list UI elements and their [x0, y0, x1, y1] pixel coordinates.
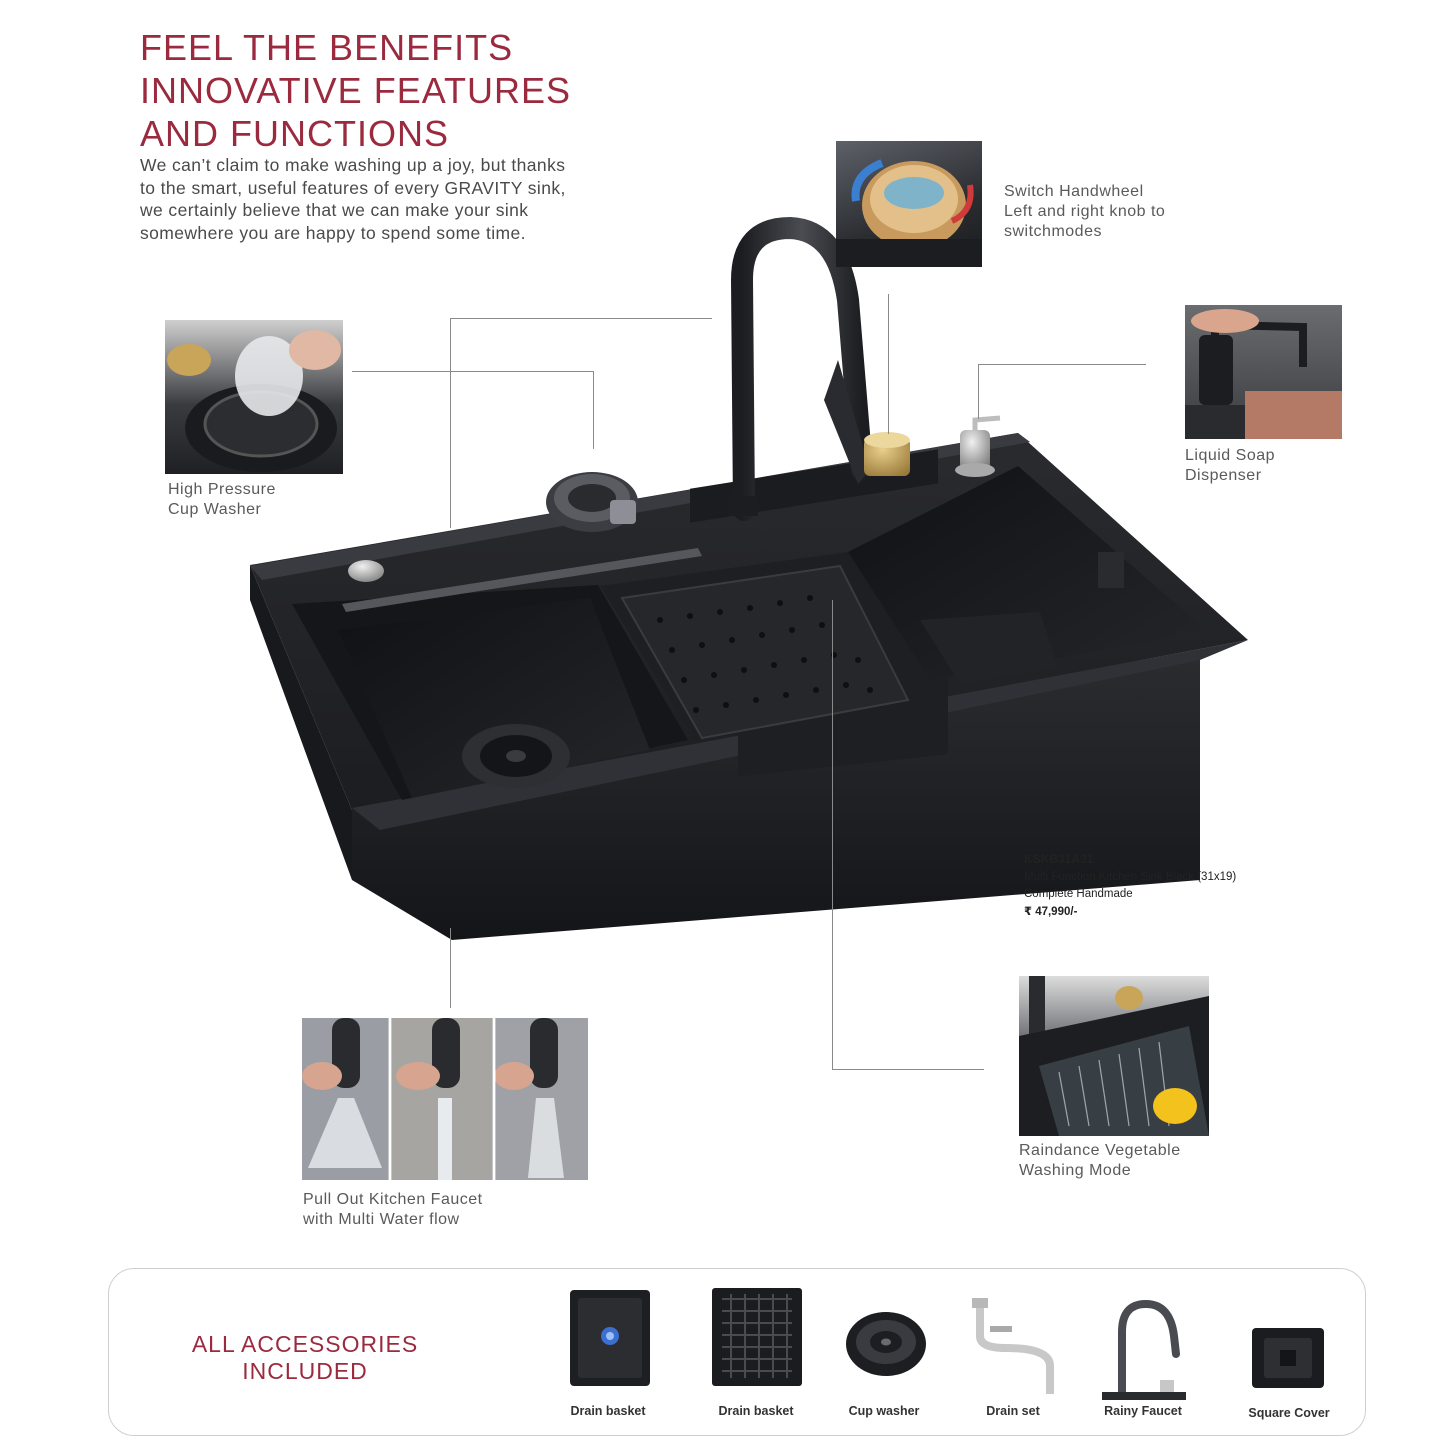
accessory-label-drain-set: Drain set	[986, 1404, 1040, 1418]
leader-line	[832, 1069, 984, 1070]
product-info	[1024, 851, 1344, 921]
drain-strainer	[462, 724, 570, 788]
intro-line-4: somewhere you are happy to spend some time.	[140, 222, 526, 243]
deck-cup-washer	[546, 472, 638, 532]
soap-caption: Liquid Soap Dispenser	[1185, 447, 1276, 484]
accessory-label-rainy-faucet: Rainy Faucet	[1104, 1404, 1182, 1418]
leader-line	[888, 294, 889, 434]
leader-line	[978, 364, 1146, 365]
rainy-faucet-icon	[1096, 1296, 1192, 1404]
intro-line-1: We can’t claim to make washing up a joy, but thanks	[140, 155, 566, 175]
drain-basket-grid-icon	[708, 1284, 804, 1392]
leader-line	[978, 364, 979, 419]
faucet-spray-photos	[302, 1018, 588, 1180]
overflow-button	[348, 560, 384, 582]
intro-line-3: we certainly believe that we can make your sink	[140, 200, 529, 220]
raindance-photo	[1019, 976, 1209, 1136]
cup-washer-caption: High Pressure Cup Washer	[168, 481, 276, 518]
product-price: ₹ 47,990/-	[1024, 905, 1078, 918]
drain-set-icon	[966, 1296, 1060, 1396]
headline-line-3: AND FUNCTIONS	[140, 113, 449, 154]
handwheel-caption: Switch Handwheel Left and right knob to switchmodes	[1004, 183, 1166, 240]
leader-line	[450, 318, 712, 319]
product-code: KSKB31A31	[1024, 852, 1094, 866]
cup-washer-photo	[165, 320, 343, 474]
leader-line	[593, 371, 594, 449]
headline-line-2: INNOVATIVE FEATURES	[140, 70, 572, 111]
accessory-label-drain-basket-2: Drain basket	[718, 1404, 794, 1418]
handwheel-photo	[836, 141, 982, 267]
square-cover-icon	[1250, 1326, 1326, 1390]
intro-line-2: to the smart, useful features of every GRAVITY sink,	[140, 177, 566, 198]
accessory-label-square-cover: Square Cover	[1248, 1406, 1330, 1420]
accessories-title: ALL ACCESSORIES INCLUDED	[191, 1331, 419, 1384]
product-name: Multi Function Kitchen Sink Black (31x19)	[1024, 870, 1237, 883]
cup-washer-icon	[840, 1304, 930, 1384]
soap-dispenser-photo	[1185, 305, 1342, 439]
headline-line-1: FEEL THE BENEFITS	[140, 27, 514, 68]
leader-line	[832, 600, 833, 1070]
faucet-caption: Pull Out Kitchen Faucet with Multi Water flow	[303, 1191, 483, 1228]
leader-line	[450, 928, 451, 1008]
accessory-label-drain-basket-1: Drain basket	[570, 1404, 646, 1418]
leader-line	[450, 318, 451, 528]
brand-plate	[1098, 552, 1124, 588]
product-subtitle: Complete Handmade	[1024, 888, 1133, 900]
switch-handwheel-knob	[864, 432, 910, 476]
leader-line	[352, 371, 594, 372]
drain-basket-small-icon	[560, 1284, 656, 1392]
raindance-caption: Raindance Vegetable Washing Mode	[1019, 1142, 1181, 1179]
accessory-label-cup-washer: Cup washer	[848, 1404, 920, 1418]
